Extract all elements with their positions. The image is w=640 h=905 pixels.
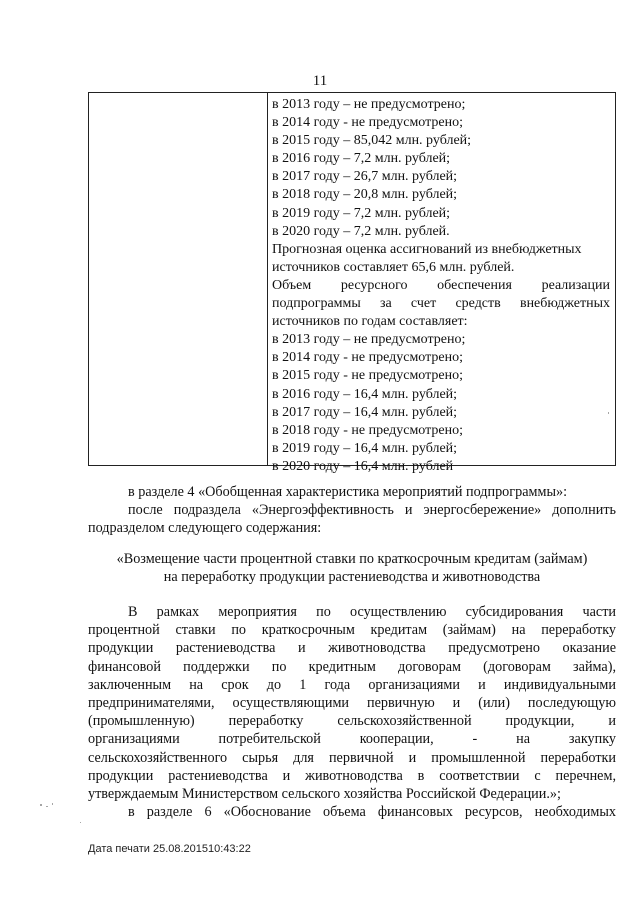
finance-line: в 2016 году – 16,4 млн. рублей; xyxy=(272,386,458,402)
amendment-line: в разделе 4 «Обобщенная характеристика мероприятий подпрограммы»: xyxy=(128,484,568,500)
finance-line: в 2014 году - не предусмотрено; xyxy=(272,350,464,366)
paragraph-line: утверждаемым Министерством сельского хозяйства Российской Федерации.»; xyxy=(88,786,561,803)
scan-speck xyxy=(80,822,81,823)
scan-speck xyxy=(46,806,48,807)
finance-line: в 2019 году – 16,4 млн. рублей; xyxy=(272,440,458,456)
finance-line: в 2015 году - не предусмотрено; xyxy=(272,368,464,384)
finance-line: в 2014 году - не предусмотрено; xyxy=(272,115,464,131)
finance-table-right-cell xyxy=(272,96,610,476)
paragraph-line: В рамках мероприятия по осуществлению субсидирования части xyxy=(128,604,616,620)
section-heading-line: «Возмещение части процентной ставки по краткосрочным кредитам (займам) xyxy=(116,551,588,567)
paragraph-line: (промышленную) переработку сельскохозяйственной продукции, и xyxy=(88,713,616,730)
amendment-line: после подраздела «Энергоэффективность и энергосбережение» дополнить xyxy=(128,502,616,519)
finance-line: подпрограммы за счет средств внебюджетных xyxy=(272,296,610,312)
amendment-intro xyxy=(88,483,616,538)
finance-line: в 2015 году – 85,042 млн. рублей; xyxy=(272,133,472,149)
finance-line: в 2018 году – 20,8 млн. рублей; xyxy=(272,187,458,203)
paragraph-line: продукции растениеводства и животноводства в соответствии с перечнем, xyxy=(88,767,616,784)
paragraph xyxy=(88,603,616,821)
finance-line: источников по годам составляет: xyxy=(272,314,468,330)
paragraph-line: организациями потребительской кооперации, - на закупку xyxy=(88,731,616,748)
paragraph-line: продукции растениеводства и животноводства предусмотрено оказание xyxy=(88,640,616,657)
section-heading-line: на переработку продукции растениеводства и животноводства xyxy=(163,569,541,586)
amendment-line: подразделом следующего содержания: xyxy=(88,520,322,537)
paragraph-line: в разделе 6 «Обоснование объема финансовых ресурсов, необходимых xyxy=(128,804,616,821)
finance-line: в 2020 году – 7,2 млн. рублей. xyxy=(272,223,450,239)
finance-line: в 2020 году – 16,4 млн. рублей xyxy=(272,458,454,474)
finance-line: в 2018 году - не предусмотрено; xyxy=(272,422,464,438)
scan-speck xyxy=(608,412,609,414)
finance-table xyxy=(88,92,616,474)
finance-line: в 2013 году – не предусмотрено; xyxy=(272,97,466,112)
print-date: Дата печати 25.08.201510:43:22 xyxy=(88,843,251,855)
section-heading xyxy=(88,550,616,586)
finance-line: Прогнозная оценка ассигнований из внебюджетных xyxy=(272,241,582,257)
finance-line: в 2016 году – 7,2 млн. рублей; xyxy=(272,151,451,167)
finance-table-left-cell xyxy=(89,93,267,465)
paragraph-line: процентной ставки по краткосрочным кредитам (займам) на переработку xyxy=(88,622,616,639)
paragraph-line: сельскохозяйственного сырья для первичной и промышленной переработки xyxy=(88,749,616,766)
page-number: 11 xyxy=(312,73,328,89)
finance-line: в 2013 году – не предусмотрено; xyxy=(272,332,466,348)
finance-line: в 2017 году – 16,4 млн. рублей; xyxy=(272,404,458,420)
scan-speck xyxy=(40,804,42,806)
finance-table-divider xyxy=(267,93,268,465)
paragraph-line: заключенным на срок до 1 года организациями и индивидуальными xyxy=(88,676,616,693)
paragraph-line: предпринимателями, осуществляющими первичную и (или) последующую xyxy=(88,695,616,712)
finance-line: Объем ресурсного обеспечения реализации xyxy=(272,277,610,293)
finance-line: в 2017 году – 26,7 млн. рублей; xyxy=(272,169,458,185)
finance-line: в 2019 году – 7,2 млн. рублей; xyxy=(272,205,451,221)
finance-line: источников составляет 65,6 млн. рублей. xyxy=(272,259,515,275)
paragraph-line: финансовой поддержки по кредитным договорам (договорам займа), xyxy=(88,658,616,675)
scan-speck xyxy=(52,803,53,805)
